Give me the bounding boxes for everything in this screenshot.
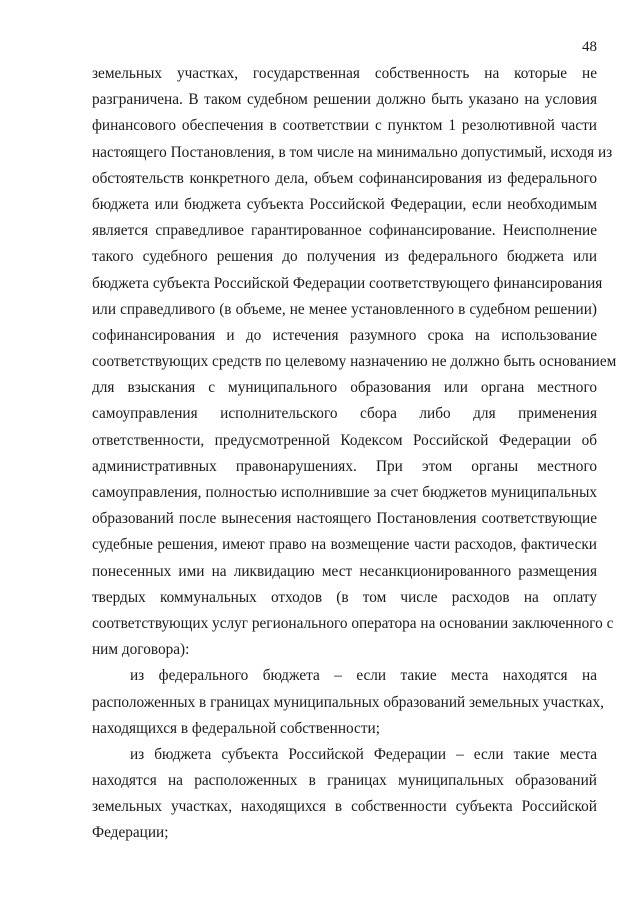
text-line: настоящего Постановления, в том числе на минимально допустимый, исходя из [92, 143, 613, 161]
text-line: соответствующих средств по целевому назначению не должно быть основанием [92, 353, 617, 371]
text-line: бюджета субъекта Российской Федерации соответствующего финансирования [92, 274, 603, 292]
paragraph-first-line: из бюджета субъекта Российской Федерации – если такие места [130, 745, 597, 763]
paragraph-first-line: из федерального бюджета – если такие места находятся на [130, 667, 597, 685]
text-line: находящихся в федеральной собственности; [92, 719, 380, 737]
document-body [92, 61, 617, 847]
text-line: судебные решения, имеют право на возмещение части расходов, фактически [92, 536, 597, 554]
text-line: такого судебного решения до получения из федерального бюджета или [92, 248, 597, 266]
text-line: твердых коммунальных отходов (в том числе расходов на оплату [92, 588, 597, 606]
text-line: образований после вынесения настоящего Постановления соответствующие [92, 510, 597, 528]
text-line: софинансирования и до истечения разумного срока на использование [92, 326, 597, 344]
text-line: разграничена. В таком судебном решении должно быть указано на условия [92, 91, 597, 109]
text-line: ответственности, предусмотренной Кодексом Российской Федерации об [92, 431, 597, 449]
text-line: земельных участках, находящихся в собственности субъекта Российской [92, 798, 597, 816]
text-line: обстоятельств конкретного дела, объем софинансирования из федерального [92, 169, 597, 187]
text-line: бюджета или бюджета субъекта Российской Федерации, если необходимым [92, 195, 597, 213]
text-line: Федерации; [92, 824, 169, 842]
text-line: находятся на расположенных в границах муниципальных образований [92, 772, 597, 790]
text-line: финансового обеспечения в соответствии с пунктом 1 резолютивной части [92, 117, 597, 135]
page-number: 48 [582, 39, 597, 55]
text-line: самоуправления исполнительского сбора либо для применения [92, 405, 597, 423]
text-line: понесенных ими на ликвидацию мест несанкционированного размещения [92, 562, 597, 580]
text-line: для взыскания с муниципального образования или органа местного [92, 379, 597, 397]
text-line: соответствующих услуг регионального оператора на основании заключенного с [92, 614, 614, 632]
text-line: ним договора): [92, 641, 190, 659]
text-line: земельных участках, государственная собственность на которые не [92, 65, 597, 82]
text-line: является справедливое гарантированное софинансирование. Неисполнение [92, 222, 597, 240]
text-line: расположенных в границах муниципальных образований земельных участках, [92, 693, 604, 711]
text-line: или справедливого (в объеме, не менее установленного в судебном решении) [92, 300, 597, 318]
text-line: административных правонарушениях. При этом органы местного [92, 457, 597, 475]
text-line: самоуправления, полностью исполнившие за счет бюджетов муниципальных [92, 484, 597, 501]
